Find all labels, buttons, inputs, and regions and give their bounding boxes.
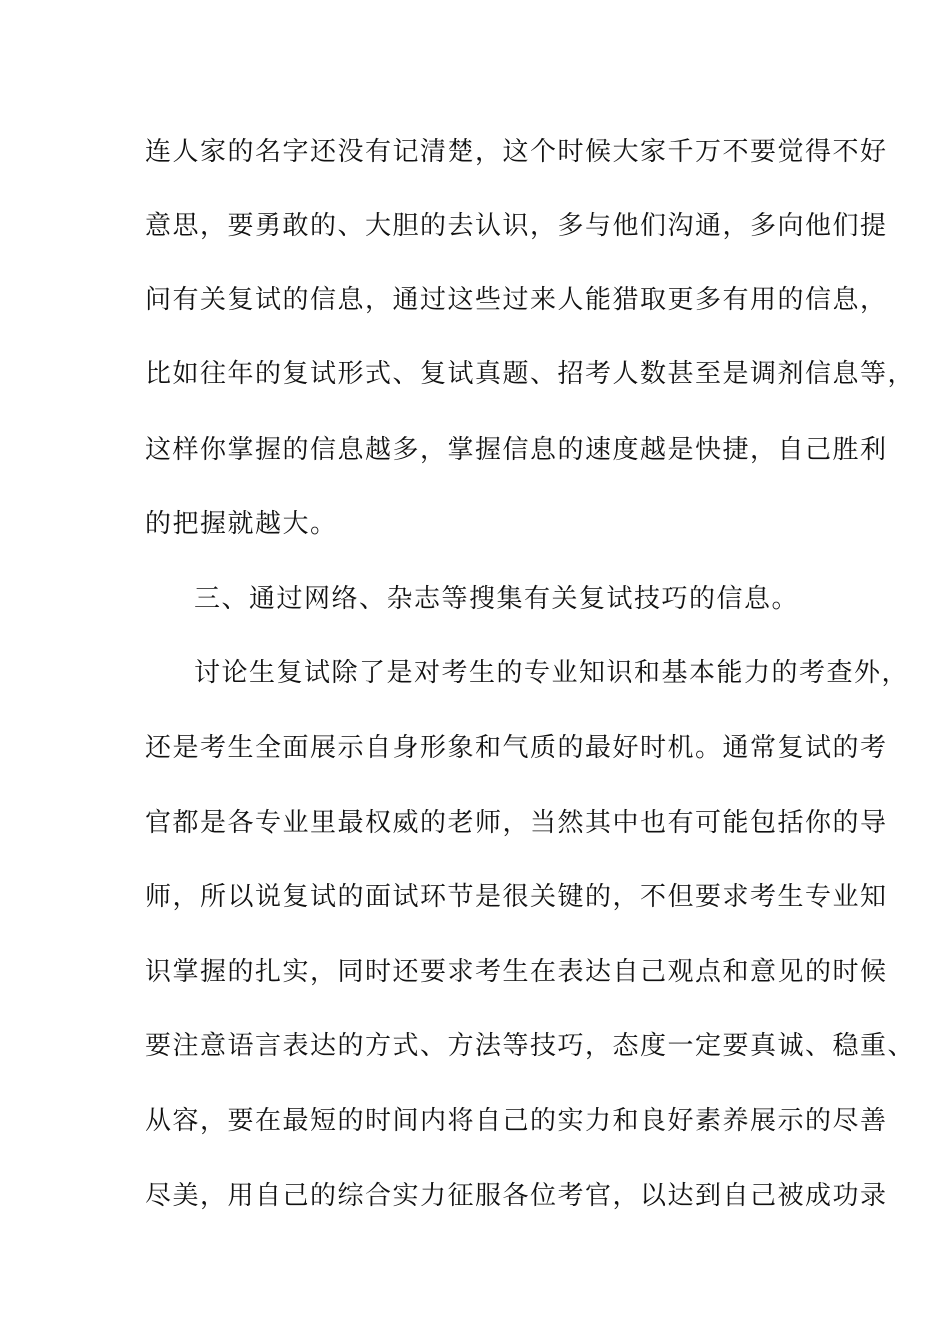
- text-line: 官都是各专业里最权威的老师，当然其中也有可能包括你的导: [145, 808, 888, 838]
- text-line: 还是考生全面展示自身形象和气质的最好时机。通常复试的考: [145, 733, 888, 763]
- text-line: 意思，要勇敢的、大胆的去认识，多与他们沟通，多向他们提: [145, 211, 888, 241]
- text-line: 师，所以说复试的面试环节是很关键的，不但要求考生专业知: [145, 882, 888, 912]
- section-heading: 三、通过网络、杂志等搜集有关复试技巧的信息。: [194, 584, 800, 614]
- text-line: 问有关复试的信息，通过这些过来人能猎取更多有用的信息，: [145, 285, 888, 315]
- text-line: 讨论生复试除了是对考生的专业知识和基本能力的考查外，: [194, 658, 910, 688]
- text-line: 连人家的名字还没有记清楚，这个时候大家千万不要觉得不好: [145, 137, 888, 167]
- text-line: 从容，要在最短的时间内将自己的实力和良好素养展示的尽善: [145, 1106, 888, 1136]
- text-line: 比如往年的复试形式、复试真题、招考人数甚至是调剂信息等，: [145, 359, 916, 389]
- text-line: 尽美，用自己的综合实力征服各位考官，以达到自己被成功录: [145, 1181, 888, 1211]
- text-line: 要注意语言表达的方式、方法等技巧，态度一定要真诚、稳重、: [145, 1031, 916, 1061]
- text-line: 识掌握的扎实，同时还要求考生在表达自己观点和意见的时候: [145, 957, 888, 987]
- text-line: 这样你掌握的信息越多，掌握信息的速度越是快捷，自己胜利: [145, 435, 888, 465]
- text-line: 的把握就越大。: [145, 509, 338, 539]
